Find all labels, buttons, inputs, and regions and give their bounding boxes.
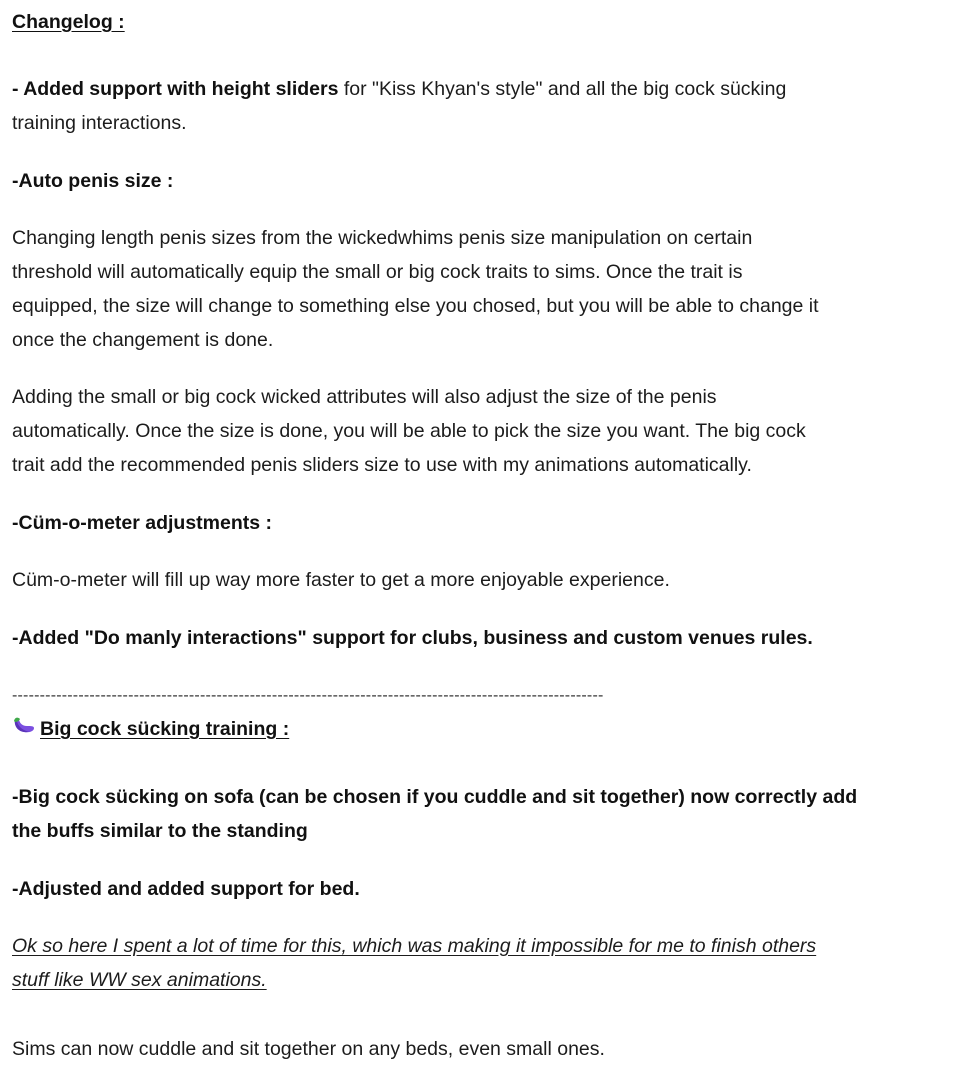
sofa-line: -Big cock sücking on sofa (can be chosen if you cuddle and sit together) now correctly add [12,786,858,808]
auto-penis-size-heading: -Auto penis size : [12,170,174,192]
note-line: stuff like WW sex animations. [12,969,267,991]
auto-penis-para2-line: Adding the small or big cock wicked attributes will also adjust the size of the penis [12,386,717,408]
auto-penis-para2-line: automatically. Once the size is done, you will be able to pick the size you want. The big cock [12,420,806,442]
training-heading-row [12,717,289,743]
auto-penis-para1-line: equipped, the size will change to something else you chosed, but you will be able to change it [12,295,819,317]
training-heading: Big cock sücking training : [40,718,290,741]
eggplant-icon [12,715,36,741]
cum-o-meter-heading: -Cüm-o-meter adjustments : [12,512,273,534]
section-divider: ----------------------------------------------------------------------------------------------------------- [12,687,604,704]
cuddle-beds-line: Sims can now cuddle and sit together on any beds, even small ones. [12,1038,605,1060]
height-sliders-line-1 [12,77,786,101]
manly-interactions-line: -Added "Do manly interactions" support for clubs, business and custom venues rules. [12,627,813,649]
cum-o-meter-text: Cüm-o-meter will fill up way more faster to get a more enjoyable experience. [12,569,670,591]
note-line: Ok so here I spent a lot of time for this, which was making it impossible for me to finish others [12,935,817,957]
bed-support-line: -Adjusted and added support for bed. [12,878,360,900]
auto-penis-para1-line: Changing length penis sizes from the wickedwhims penis size manipulation on certain [12,227,753,249]
changelog-title: Changelog : [12,11,125,33]
sofa-line: the buffs similar to the standing [12,820,308,842]
height-sliders-bold: - Added support with height sliders [12,78,339,100]
auto-penis-para2-line: trait add the recommended penis sliders size to use with my animations automatically. [12,454,752,476]
auto-penis-para1-line: threshold will automatically equip the small or big cock traits to sims. Once the trait is [12,261,743,283]
auto-penis-para1-line: once the changement is done. [12,329,274,351]
height-sliders-line-2: training interactions. [12,112,187,134]
height-sliders-rest: for "Kiss Khyan's style" and all the big cock sücking [338,78,787,100]
